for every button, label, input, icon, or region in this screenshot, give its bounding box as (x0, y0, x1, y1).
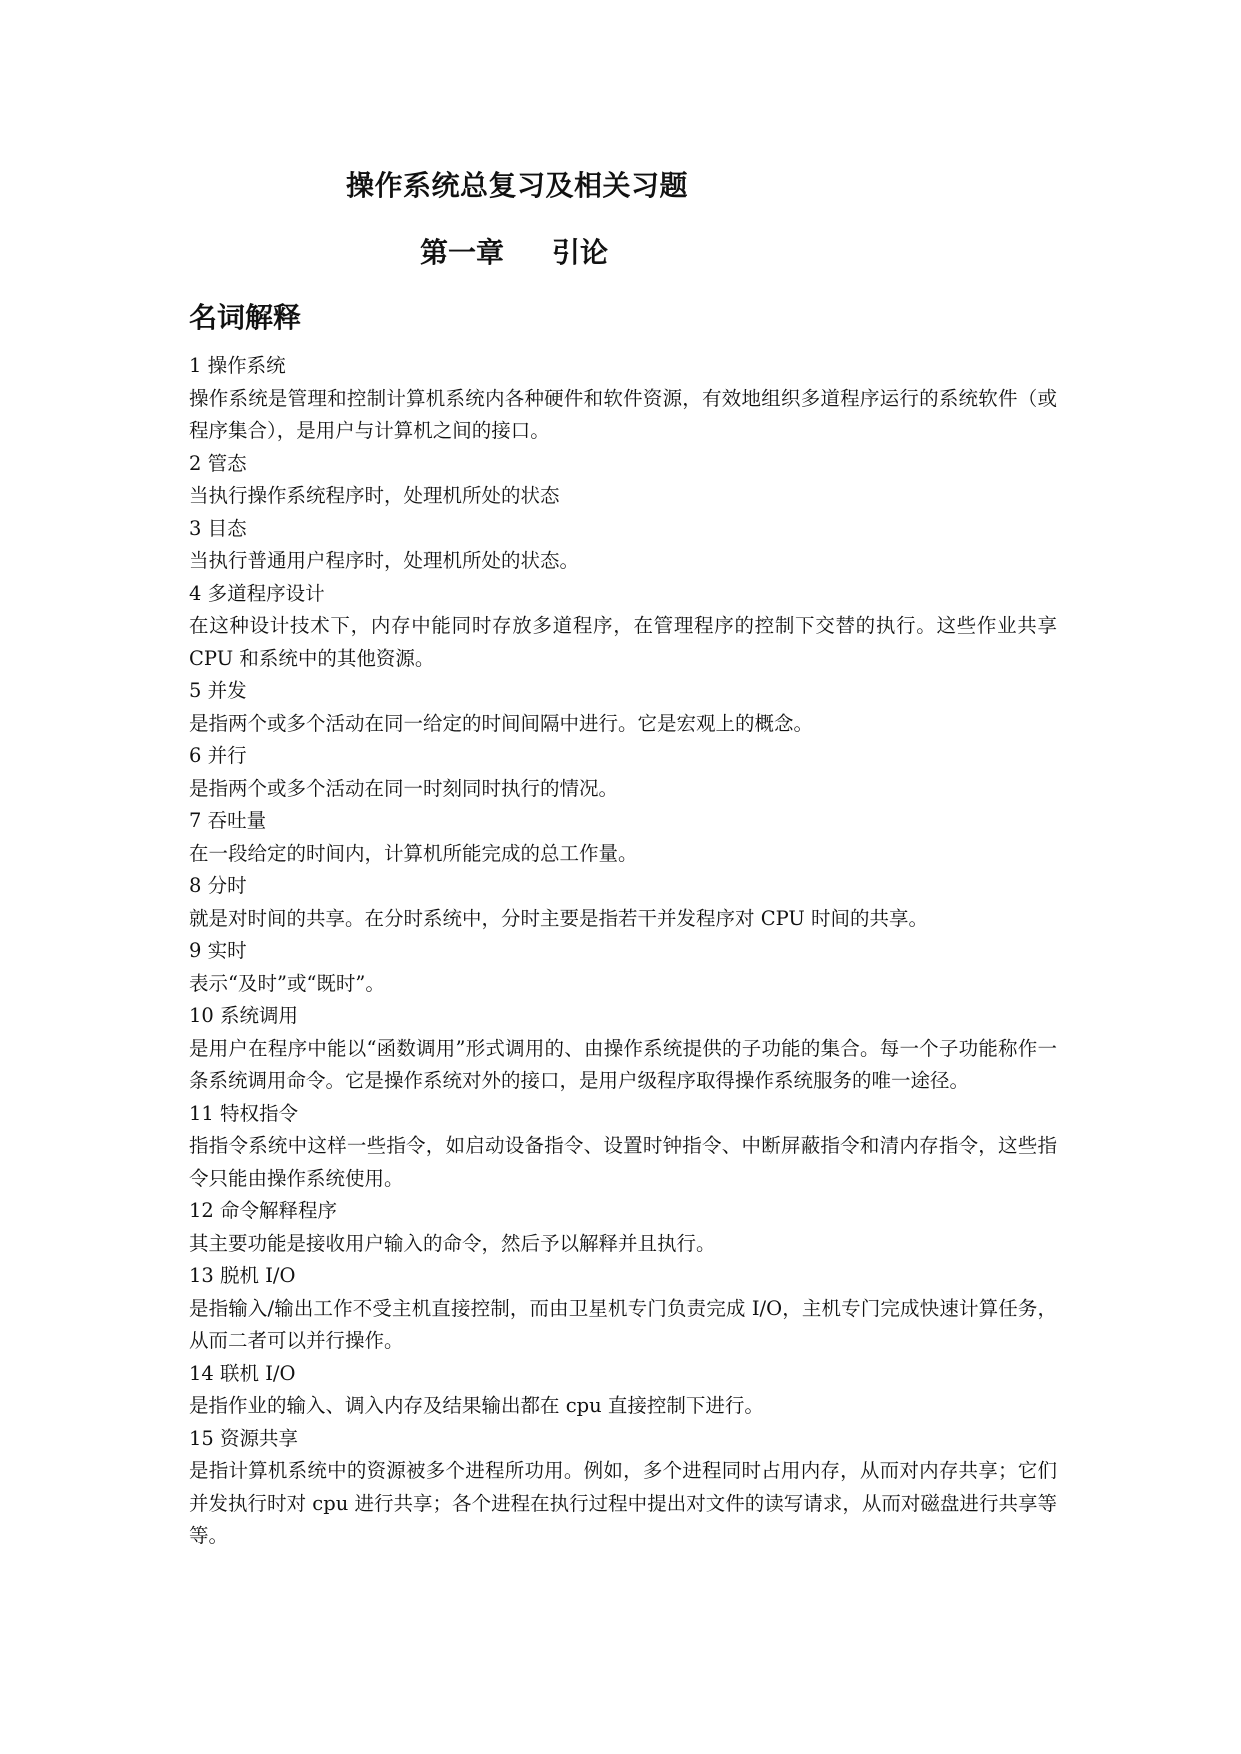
term-definition: 是用户在程序中能以“函数调用”形式调用的、由操作系统提供的子功能的集合。每一个子功能称作一条系统调用命令。它是操作系统对外的接口，是用户级程序取得操作系统服务的唯一途径。 (189, 1036, 1057, 1092)
term-name: 4 多道程序设计 (189, 581, 325, 605)
term-item (189, 935, 1057, 1000)
term-item (189, 1260, 1057, 1358)
term-definition: 表示“及时”或“既时”。 (189, 971, 385, 995)
term-name: 13 脱机 I/O (189, 1264, 296, 1287)
term-definition: 当执行操作系统程序时，处理机所处的状态 (189, 484, 560, 507)
term-definition: 是指计算机系统中的资源被多个进程所功用。例如，多个进程同时占用内存，从而对内存共享；它们并发执行时对 cpu 进行共享；各个进程在执行过程中提出对文件的读写请求，从而对磁盘进行共享等等。 (189, 1459, 1057, 1547)
term-name: 3 目态 (189, 516, 247, 540)
term-item (189, 805, 1057, 870)
term-item (189, 350, 1057, 448)
term-definition: 就是对时间的共享。在分时系统中，分时主要是指若干并发程序对 CPU 时间的共享。 (189, 906, 929, 930)
term-item (189, 675, 1057, 740)
term-definition: 当执行普通用户程序时，处理机所处的状态。 (189, 549, 580, 572)
term-name: 6 并行 (189, 744, 247, 767)
term-item (189, 448, 1057, 513)
term-item (189, 578, 1057, 676)
term-name: 10 系统调用 (189, 1004, 299, 1027)
term-name: 8 分时 (189, 874, 247, 897)
term-name: 7 吞吐量 (189, 809, 267, 832)
term-item (189, 1358, 1057, 1423)
term-name: 9 实时 (189, 939, 247, 962)
term-name: 14 联机 I/O (189, 1361, 296, 1385)
section-heading: 名词解释 (189, 301, 302, 334)
term-definition: 是指输入/输出工作不受主机直接控制，而由卫星机专门负责完成 I/O，主机专门完成快速计算任务，从而二者可以并行操作。 (189, 1296, 1057, 1352)
term-item (189, 1098, 1057, 1196)
term-name: 1 操作系统 (189, 354, 286, 377)
term-name: 11 特权指令 (189, 1101, 299, 1125)
term-name: 2 管态 (189, 451, 247, 475)
term-item (189, 1423, 1057, 1553)
chapter-title (420, 231, 608, 271)
term-definition: 是指两个或多个活动在同一给定的时间间隔中进行。它是宏观上的概念。 (189, 711, 814, 735)
chapter-name: 引论 (552, 236, 609, 269)
term-definition: 在这种设计技术下，内存中能同时存放多道程序，在管理程序的控制下交替的执行。这些作业共享 CPU 和系统中的其他资源。 (189, 614, 1057, 670)
term-definition: 是指作业的输入、调入内存及结果输出都在 cpu 直接控制下进行。 (189, 1394, 764, 1417)
chapter-number: 第一章 (420, 236, 505, 269)
term-item (189, 1195, 1057, 1260)
term-name: 5 并发 (189, 679, 247, 702)
term-definition: 指指令系统中这样一些指令，如启动设备指令、设置时钟指令、中断屏蔽指令和清内存指令，这些指令只能由操作系统使用。 (189, 1134, 1057, 1190)
term-item (189, 1000, 1057, 1098)
term-definition: 在一段给定的时间内，计算机所能完成的总工作量。 (189, 841, 638, 865)
term-item (189, 870, 1057, 935)
term-definition: 是指两个或多个活动在同一时刻同时执行的情况。 (189, 776, 619, 800)
term-name: 12 命令解释程序 (189, 1199, 338, 1222)
document-title: 操作系统总复习及相关习题 (346, 169, 689, 202)
term-definition: 操作系统是管理和控制计算机系统内各种硬件和软件资源，有效地组织多道程序运行的系统软件（或程序集合），是用户与计算机之间的接口。 (189, 386, 1057, 442)
term-item (189, 740, 1057, 805)
term-list (189, 350, 1057, 1553)
term-name: 15 资源共享 (189, 1426, 299, 1450)
term-item (189, 513, 1057, 578)
term-definition: 其主要功能是接收用户输入的命令，然后予以解释并且执行。 (189, 1231, 716, 1255)
